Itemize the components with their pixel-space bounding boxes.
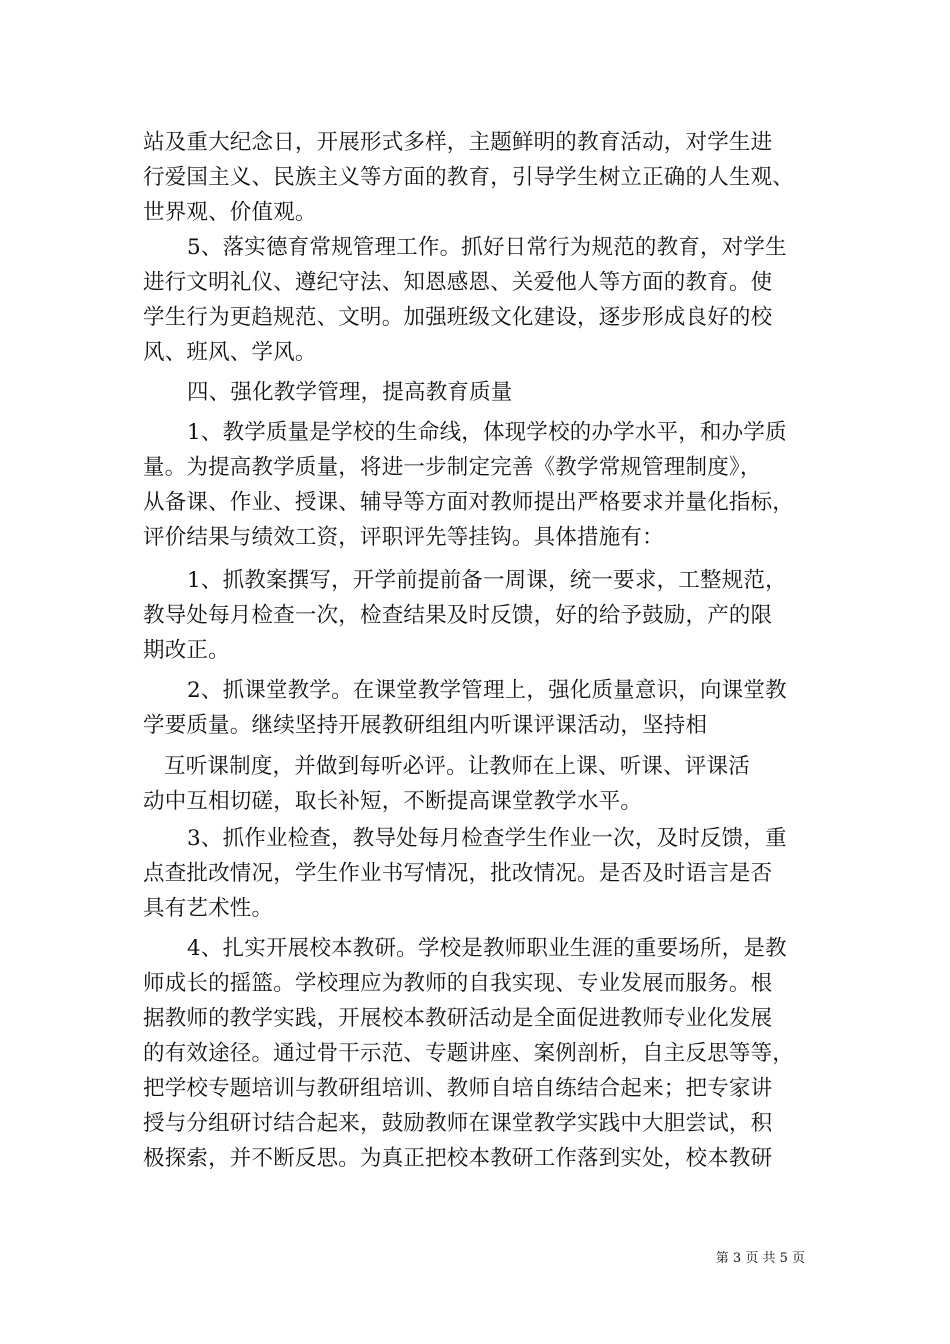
text-line: 互听课制度，并做到每听必评。让教师在上课、听课、评课活 <box>164 754 750 779</box>
text-line: 1、教学质量是学校的生命线，体现学校的办学水平，和办学质 <box>187 420 787 445</box>
text-line: 动中互相切磋，取长补短，不断提高课堂教学水平。 <box>143 789 643 814</box>
text-line: 风、班风、学风。 <box>143 340 317 365</box>
text-line: 授与分组研讨结合起来，鼓励教师在课堂教学实践中大胆尝试，积 <box>143 1111 773 1136</box>
text-line: 的有效途径。通过骨干示范、专题讲座、案例剖析，自主反思等等， <box>143 1041 795 1066</box>
text-line: 从备课、作业、授课、辅导等方面对教师提出严格要求并量化指标， <box>143 490 795 515</box>
text-line: 4、扎实开展校本教研。学校是教师职业生涯的重要场所，是教 <box>187 936 787 961</box>
text-line: 2、抓课堂教学。在课堂教学管理上，强化质量意识，向课堂教 <box>187 678 787 703</box>
page-number: 第 3 页 共 5 页 <box>715 1251 805 1266</box>
text-line: 把学校专题培训与教研组培训、教师自培自练结合起来；把专家讲 <box>143 1076 773 1101</box>
text-line: 教导处每月检查一次，检查结果及时反馈，好的给予鼓励，产的限 <box>143 603 773 628</box>
text-line: 世界观、价值观。 <box>143 200 317 225</box>
text-line: 进行文明礼仪、遵纪守法、知恩感恩、关爱他人等方面的教育。使 <box>143 270 773 295</box>
text-line: 具有艺术性。 <box>143 896 274 921</box>
text-line: 期改正。 <box>143 638 230 663</box>
text-line: 极探索，并不断反思。为真正把校本教研工作落到实处，校本教研 <box>143 1146 773 1171</box>
section-heading: 四、强化教学管理，提高教育质量 <box>187 380 513 405</box>
text-line: 点查批改情况，学生作业书写情况，批改情况。是否及时语言是否 <box>143 861 773 886</box>
text-line: 据教师的教学实践，开展校本教研活动是全面促进教师专业化发展 <box>143 1006 773 1031</box>
text-line: 学要质量。继续坚持开展教研组组内听课评课活动，坚持相 <box>143 713 708 738</box>
text-line: 1、抓教案撰写，开学前提前备一周课，统一要求，工整规范， <box>187 568 787 593</box>
text-line: 站及重大纪念日，开展形式多样，主题鲜明的教育活动，对学生进 <box>143 130 773 155</box>
text-line: 学生行为更趋规范、文明。加强班级文化建设，逐步形成良好的校 <box>143 305 773 330</box>
text-line: 评价结果与绩效工资，评职评先等挂钩。具体措施有： <box>143 525 664 550</box>
text-line: 3、抓作业检查，教导处每月检查学生作业一次，及时反馈，重 <box>187 826 787 851</box>
text-line: 师成长的摇篮。学校理应为教师的自我实现、专业发展而服务。根 <box>143 971 773 996</box>
text-line: 5、落实德育常规管理工作。抓好日常行为规范的教育，对学生 <box>187 235 787 260</box>
text-line: 行爱国主义、民族主义等方面的教育，引导学生树立正确的人生观、 <box>143 165 795 190</box>
text-line: 量。为提高教学质量，将进一步制定完善《教学常规管理制度》， <box>143 455 762 480</box>
